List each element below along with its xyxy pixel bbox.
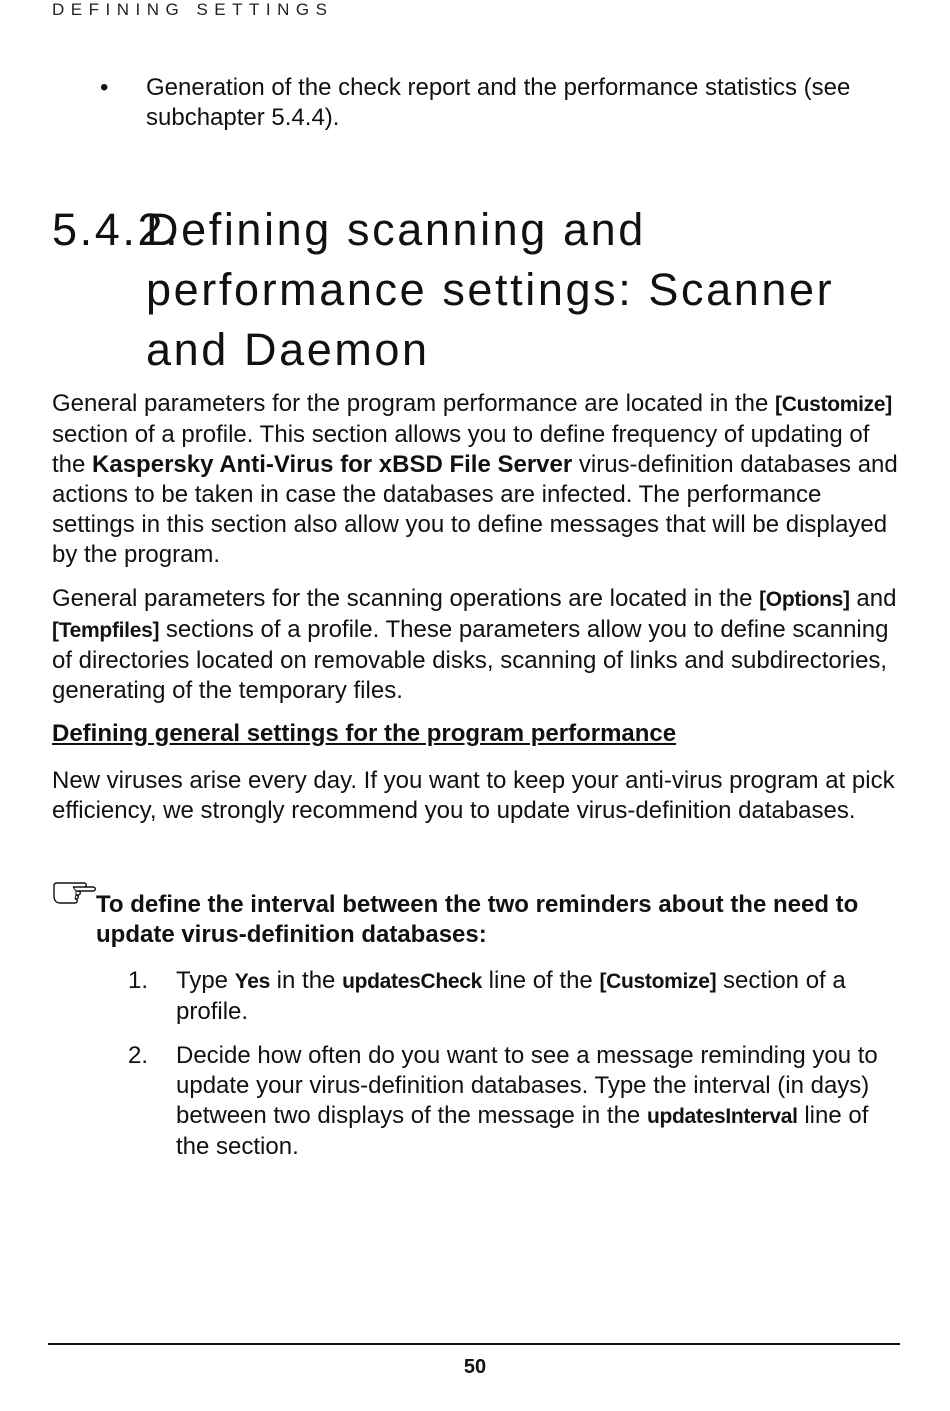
subheading-general-settings: Defining general settings for the program performance bbox=[52, 720, 677, 747]
code-customize: [Customize] bbox=[599, 970, 717, 993]
text-run: section of a profile. bbox=[176, 967, 846, 1025]
procedure-title: To define the interval between the two reminders about the need to update virus-definition databases: bbox=[96, 891, 859, 948]
code-updatesinterval: updatesInterval bbox=[646, 1105, 798, 1128]
section-title-line-3: and Daemon bbox=[146, 324, 430, 375]
bullet-text: Generation of the check report and the performance statistics (see subchapter 5.4.4). bbox=[146, 74, 851, 131]
text-run: Decide how often do you want to see a message reminding you to update your virus-definition databases. Type the interval (in days) between two displays of the message in the bbox=[176, 1042, 878, 1129]
paragraph-customize bbox=[52, 389, 902, 570]
section-number: 5.4.2. bbox=[52, 204, 181, 255]
step-text bbox=[176, 966, 902, 1027]
text-run: and bbox=[849, 585, 897, 612]
text-run: line of the bbox=[482, 967, 600, 994]
text-run: section of a profile. This section allows you to define frequency of updating of the bbox=[52, 421, 870, 478]
page-number: 50 bbox=[463, 1356, 487, 1378]
bullet-marker: • bbox=[100, 74, 109, 101]
step-text bbox=[176, 1041, 902, 1162]
code-updatescheck: updatesCheck bbox=[342, 970, 483, 993]
step-number: 1. bbox=[128, 967, 149, 994]
paragraph-options bbox=[52, 584, 902, 706]
code-yes: Yes bbox=[234, 970, 271, 993]
code-customize: [Customize] bbox=[775, 393, 892, 416]
section-heading bbox=[52, 200, 912, 380]
section-title-line-2: performance settings: Scanner bbox=[146, 264, 835, 315]
paragraph-new-viruses: New viruses arise every day. If you want to keep your anti-virus program at pick efficiency, we strongly recommend you to update virus-definition databases. bbox=[52, 767, 895, 824]
step-number: 2. bbox=[128, 1042, 149, 1069]
text-run: Type bbox=[176, 967, 235, 994]
code-tempfiles: [Tempfiles] bbox=[52, 619, 160, 642]
code-options: [Options] bbox=[759, 588, 850, 611]
footer-divider bbox=[48, 1343, 900, 1345]
running-header: DEFINING SETTINGS bbox=[52, 0, 334, 19]
pointing-hand-icon bbox=[52, 880, 98, 906]
text-run: line of the section. bbox=[176, 1102, 869, 1160]
section-title-line-1: Defining scanning and bbox=[146, 204, 646, 255]
text-run: in the bbox=[270, 967, 343, 994]
product-name: Kaspersky Anti-Virus for xBSD File Server bbox=[92, 451, 573, 478]
text-run: General parameters for the scanning operations are located in the bbox=[52, 585, 760, 612]
text-run: virus-definition databases and actions to be taken in case the databases are infected. The performance settings in this section also allow you to define messages that will be displayed by the program. bbox=[52, 451, 898, 568]
text-run: General parameters for the program performance are located in the bbox=[52, 390, 776, 417]
text-run: sections of a profile. These parameters allow you to define scanning of directories located on removable disks, scanning of links and subdirectories, generating of the temporary files. bbox=[52, 616, 889, 704]
